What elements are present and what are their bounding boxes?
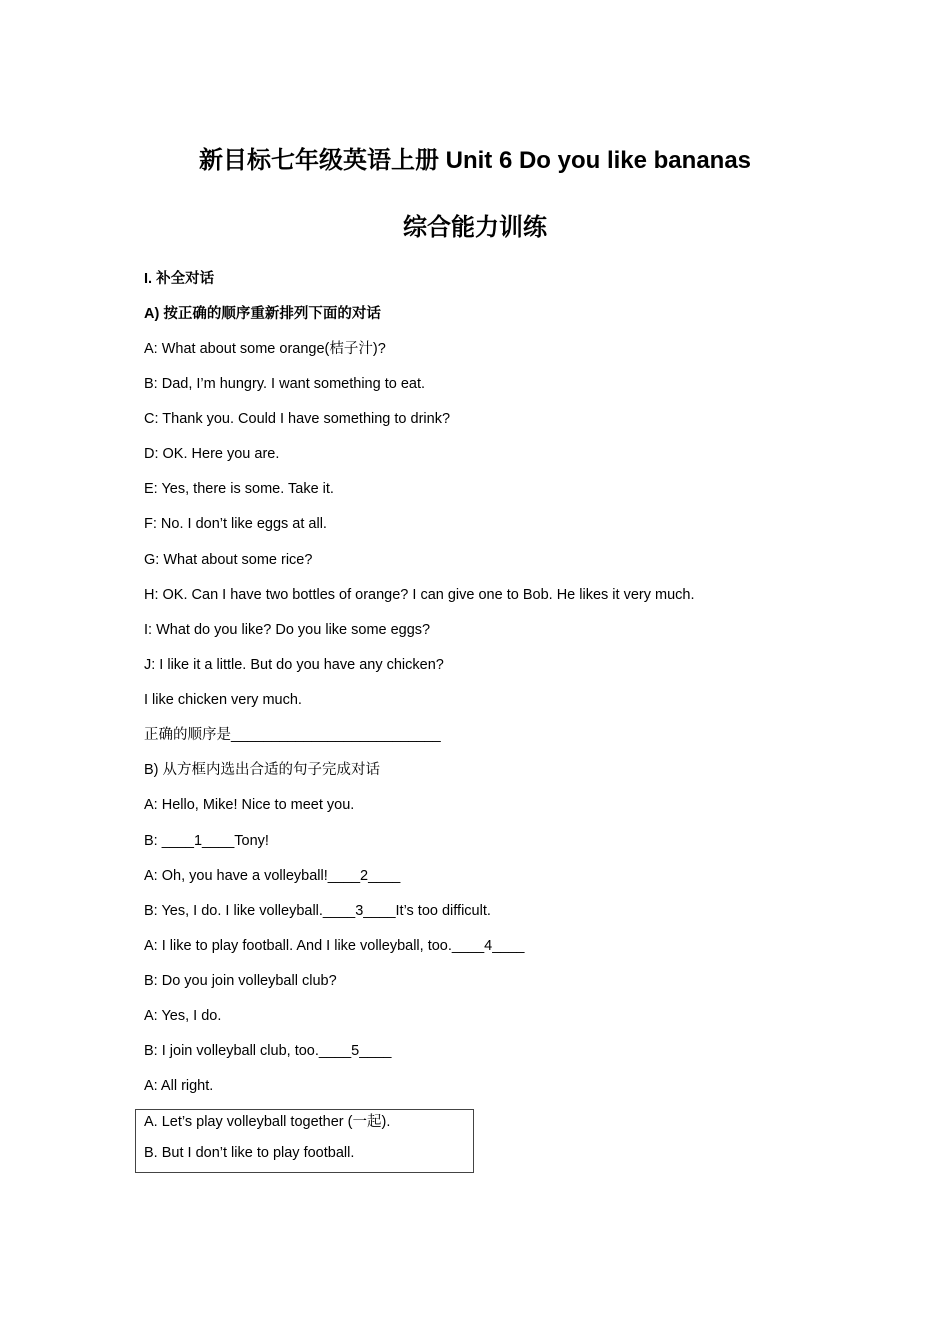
dialogue-line: A: What about some orange(桔子汁)? <box>144 340 386 357</box>
document-subtitle: 综合能力训练 <box>403 214 547 241</box>
part-a-heading: A) 按正确的顺序重新排列下面的对话 <box>144 305 381 322</box>
part-b-heading: B) 从方框内选出合适的句子完成对话 <box>144 762 381 779</box>
section-heading: I. 补全对话 <box>144 270 215 287</box>
dialogue-line: J: I like it a little. But do you have any chicken? <box>144 656 444 673</box>
dialogue-line: I like chicken very much. <box>144 692 302 708</box>
dialogue-line: D: OK. Here you are. <box>144 446 280 463</box>
dialogue-line: C: Thank you. Could I have something to drink? <box>144 411 451 427</box>
options-box <box>135 1109 474 1173</box>
dialogue-line: A: I like to play football. And I like volleyball, too.____4____ <box>144 937 525 954</box>
exercise-body <box>144 262 694 1105</box>
document-title: 新目标七年级英语上册 Unit 6 Do you like bananas <box>198 147 752 174</box>
dialogue-line: A: All right. <box>144 1078 214 1095</box>
option-a: A. Let’s play volleyball together (一起). <box>144 1114 391 1130</box>
dialogue-line: B: Yes, I do. I like volleyball.____3____It’s too difficult. <box>144 902 491 919</box>
dialogue-line: H: OK. Can I have two bottles of orange? I can give one to Bob. He likes it very much. <box>144 586 695 603</box>
dialogue-line: F: No. I don’t like eggs at all. <box>144 516 327 533</box>
dialogue-line: A: Hello, Mike! Nice to meet you. <box>144 797 355 814</box>
answer-prompt: 正确的顺序是__________________________ <box>144 727 441 744</box>
dialogue-line: I: What do you like? Do you like some eggs? <box>144 621 431 638</box>
dialogue-line: B: ____1____Tony! <box>144 832 269 849</box>
dialogue-line: A: Yes, I do. <box>144 1008 222 1025</box>
dialogue-line: B: I join volleyball club, too.____5____ <box>144 1043 392 1060</box>
dialogue-line: E: Yes, there is some. Take it. <box>144 481 334 498</box>
dialogue-line: G: What about some rice? <box>144 551 313 568</box>
dialogue-line: B: Do you join volleyball club? <box>144 973 337 989</box>
option-b: B. But I don’t like to play football. <box>144 1145 355 1161</box>
dialogue-line: B: Dad, I’m hungry. I want something to eat. <box>144 375 426 392</box>
dialogue-line: A: Oh, you have a volleyball!____2____ <box>144 867 401 884</box>
